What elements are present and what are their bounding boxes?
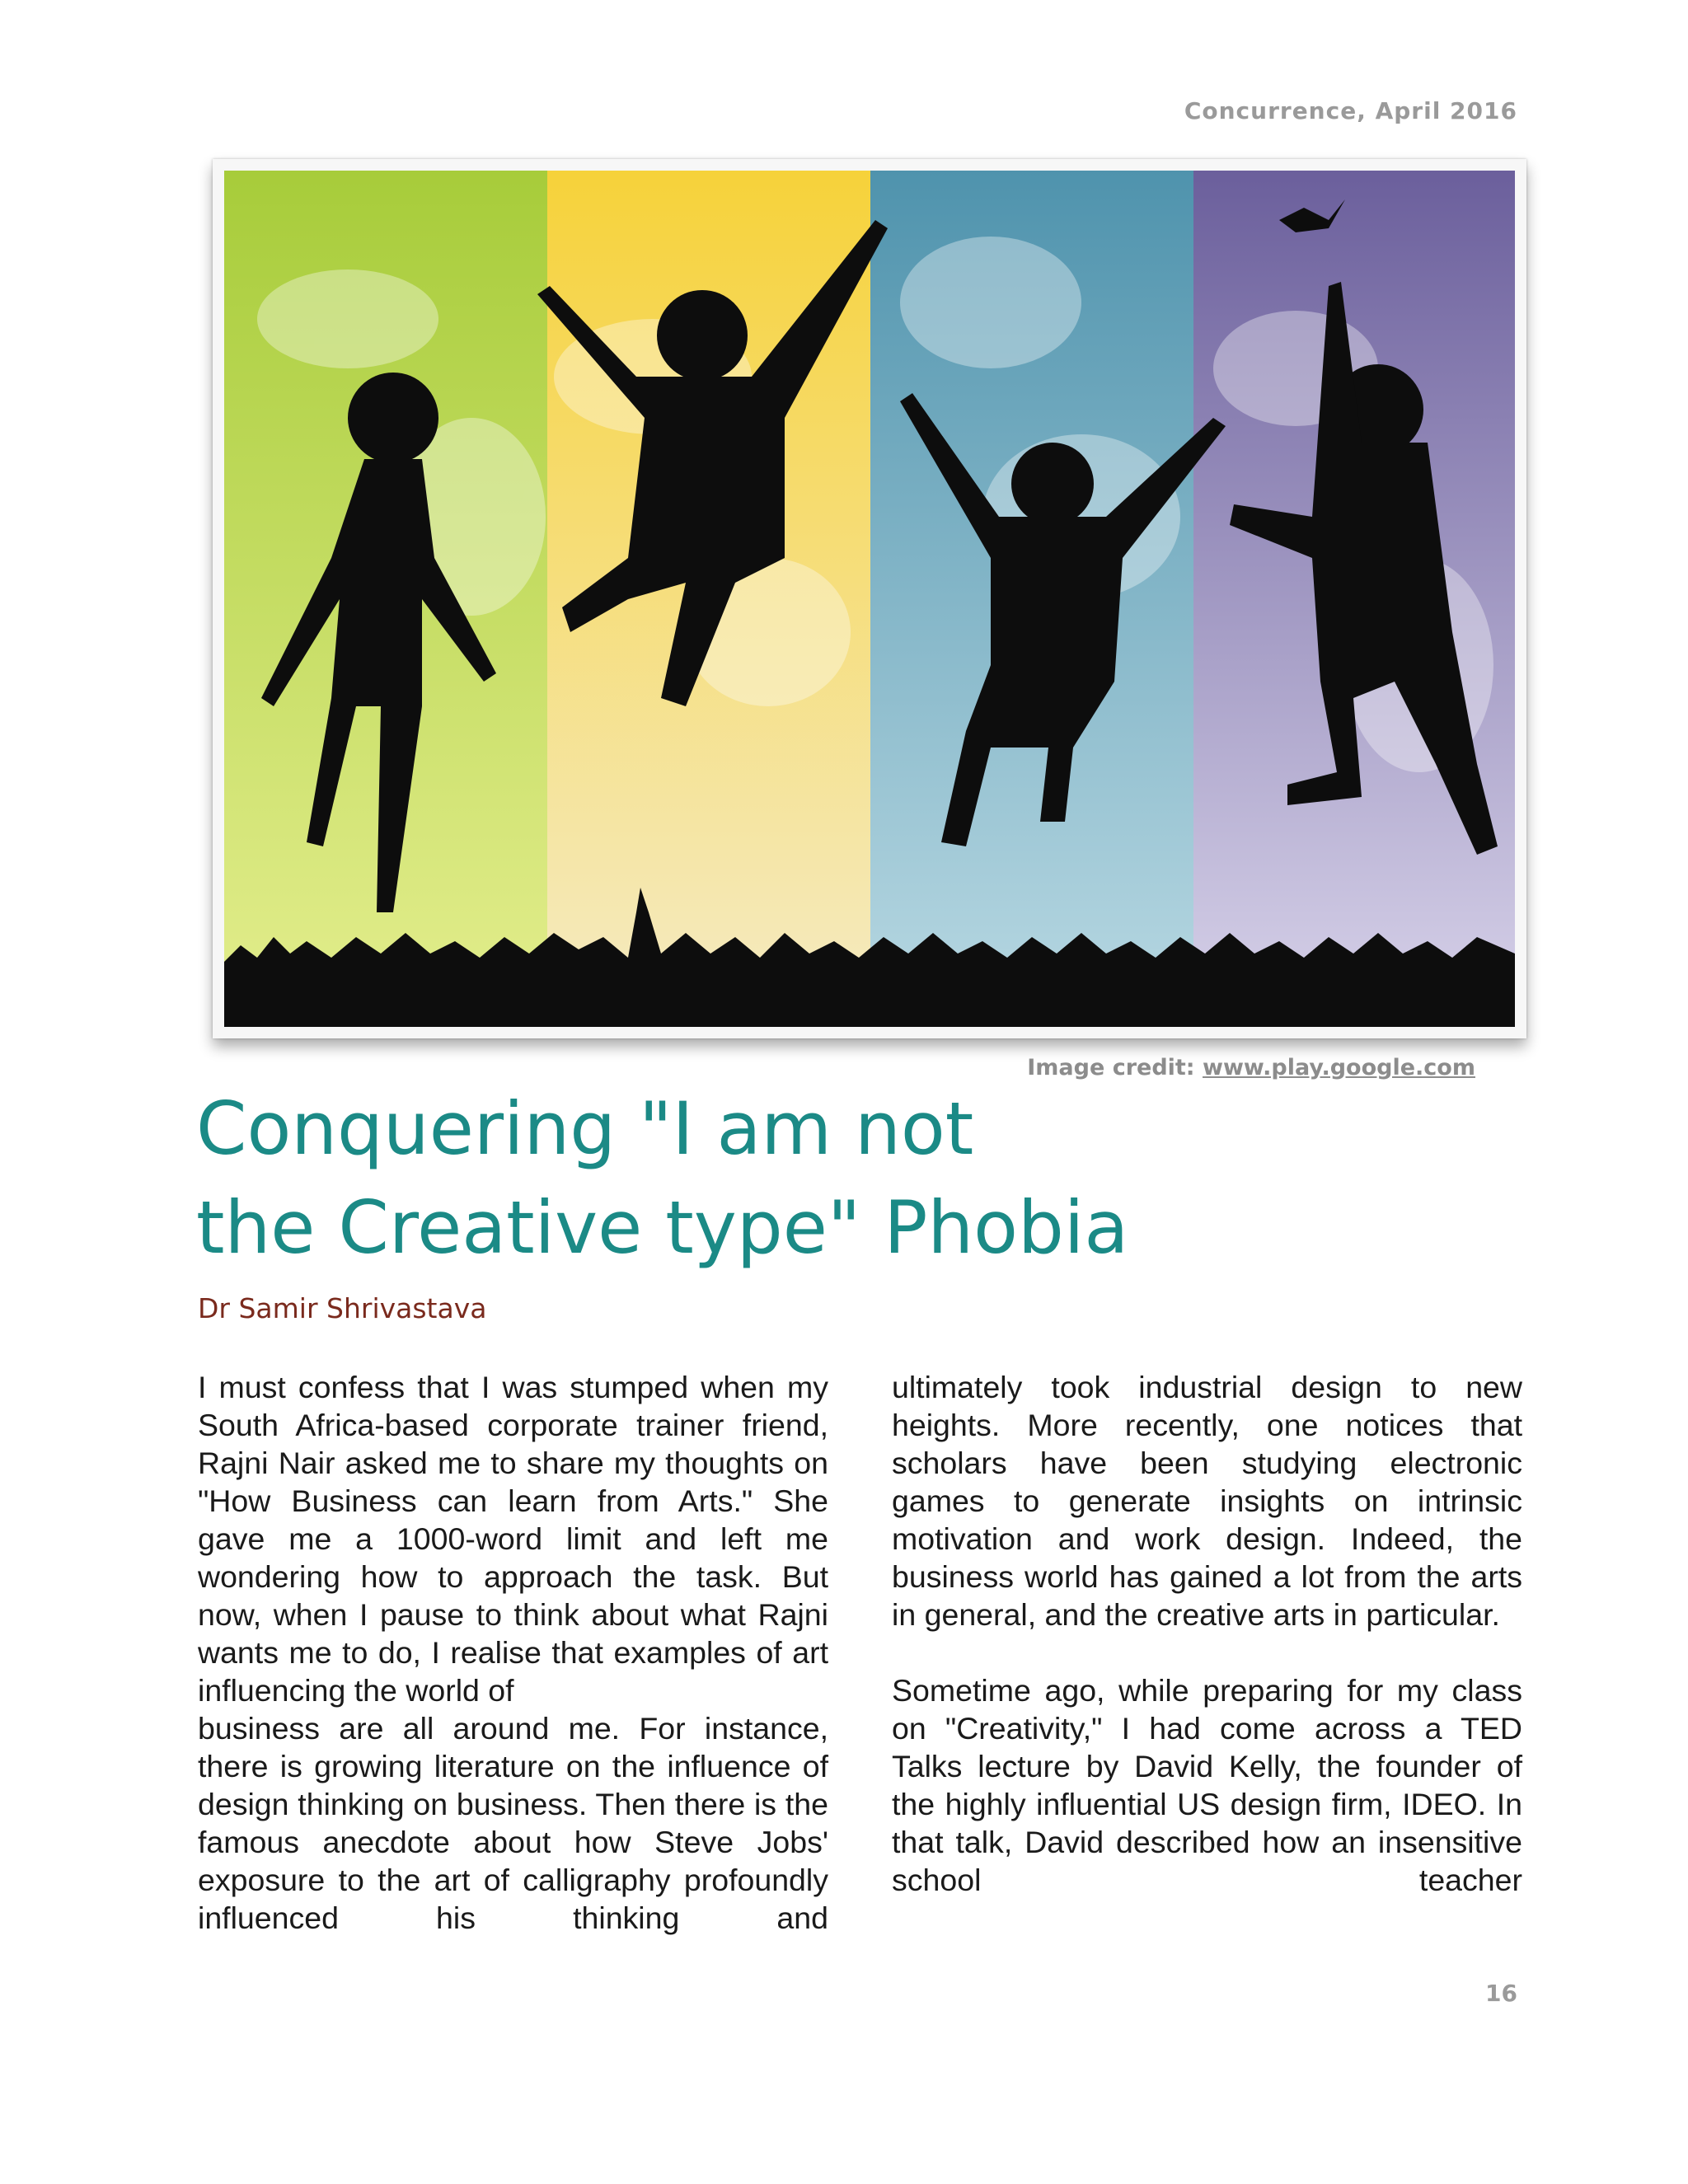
paragraph: business are all around me. For instance, there is growing literature on the influence of design thinking on business. Then there is the famous anecdote about how Steve Jobs' exposure to the art of calligraphy profoundly influenced his thinking and <box>198 1711 828 1935</box>
image-credit-link[interactable]: www.play.google.com <box>1203 1055 1475 1080</box>
article-title <box>196 1080 1350 1277</box>
article-title-line-2: the Creative type" Phobia <box>196 1185 1129 1270</box>
article-title-line-1: Conquering "I am not <box>196 1086 974 1171</box>
paragraph: ultimately took industrial design to new heights. More recently, one notices that scholars have been studying electronic games to generate insights on intrinsic motivation and work design. Indeed, the business world has gained a lot from the arts in general, and the creative arts in particular. <box>892 1370 1522 1632</box>
article-left-column <box>198 1368 828 1937</box>
hero-image-frame <box>213 159 1526 1038</box>
publication-header: Concurrence, April 2016 <box>1184 97 1517 124</box>
image-credit-label: Image credit: <box>1027 1055 1203 1080</box>
paragraph: Sometime ago, while preparing for my class on "Creativity," I had come across a TED Talks lecture by David Kelly, the founder of the highly influential US design firm, IDEO. In that talk, David described how an insensitive school teacher <box>892 1673 1522 1897</box>
jumping-silhouettes-icon <box>224 171 1515 1027</box>
paragraph: I must confess that I was stumped when my South Africa-based corporate trainer friend, Rajni Nair asked me to share my thoughts on "How Business can learn from Arts." She gave me a 1000-word limit and left me wondering how to approach the task. But now, when I pause to think about what Rajni wants me to do, I realise that examples of art influencing the world of <box>198 1370 828 1708</box>
article-right-column <box>892 1368 1522 1899</box>
image-credit <box>1027 1055 1475 1080</box>
article-author: Dr Samir Shrivastava <box>198 1292 487 1324</box>
page-number: 16 <box>1485 1980 1517 2007</box>
